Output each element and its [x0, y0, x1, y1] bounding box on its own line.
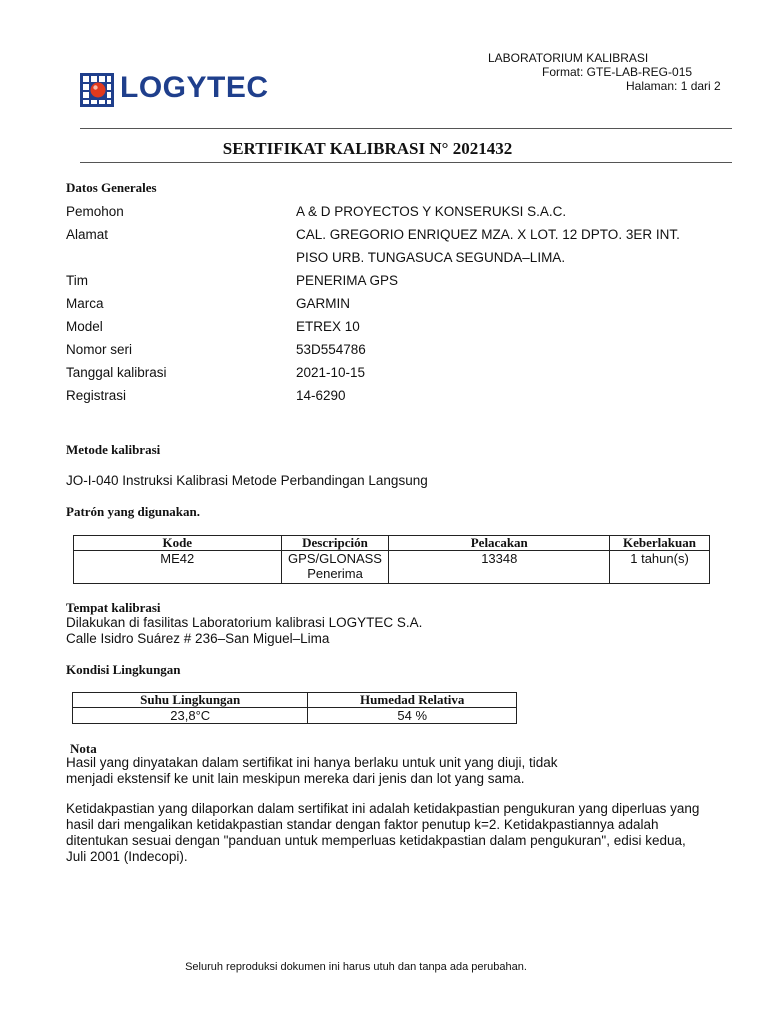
method-text: JO-I-040 Instruksi Kalibrasi Metode Perbandingan Langsung: [66, 473, 428, 488]
value-alamat-line2: PISO URB. TUNGASUCA SEGUNDA–LIMA.: [296, 250, 566, 265]
label-model: Model: [66, 319, 103, 334]
label-pemohon: Pemohon: [66, 204, 124, 219]
table-row: [73, 708, 517, 724]
cell-pelacakan: 13348: [389, 551, 610, 584]
page-number: Halaman: 1 dari 2: [626, 79, 721, 93]
header-humedad: Humedad Relativa: [308, 693, 517, 708]
cell-descripcion: [281, 551, 389, 584]
note-p2-line3: ditentukan sesuai dengan "panduan untuk memperluas ketidakpastian dalam pengukuran", edisi kedua,: [66, 833, 686, 848]
patterns-heading: Patrón yang digunakan.: [66, 504, 201, 519]
general-heading: Datos Generales: [66, 180, 157, 195]
header-descripcion: Descripción: [281, 536, 389, 551]
place-heading: Tempat kalibrasi: [66, 600, 161, 615]
logytec-logo: [80, 71, 269, 107]
cell-keberlakuan: 1 tahun(s): [610, 551, 710, 584]
header-suhu: Suhu Lingkungan: [73, 693, 308, 708]
lab-name: LABORATORIUM KALIBRASI: [488, 51, 649, 65]
cell-kode: ME42: [74, 551, 282, 584]
cell-descripcion-line2: Penerima: [307, 566, 363, 581]
value-pemohon: A & D PROYECTOS Y KONSERUKSI S.A.C.: [296, 204, 567, 219]
cell-suhu: 23,8°C: [73, 708, 308, 724]
value-model: ETREX 10: [296, 319, 360, 334]
logo-text: LOGYTEC: [120, 71, 269, 104]
footer-note: Seluruh reproduksi dokumen ini harus utuh dan tanpa ada perubahan.: [185, 961, 527, 973]
certificate-title: SERTIFIKAT KALIBRASI N° 2021432: [222, 139, 513, 158]
value-tim: PENERIMA GPS: [296, 273, 399, 288]
note-p1-line2: menjadi ekstensif ke unit lain meskipun mereka dari jenis dan lot yang sama.: [66, 771, 525, 786]
note-p2-line2: hasil dari mengalikan ketidakpastian standar dengan faktor penutup k=2. Ketidakpastiannya adalah: [66, 817, 659, 832]
table-row: [74, 551, 710, 584]
value-alamat-line1: CAL. GREGORIO ENRIQUEZ MZA. X LOT. 12 DPTO. 3ER INT.: [296, 227, 680, 242]
environment-heading: Kondisi Lingkungan: [66, 662, 181, 677]
label-registrasi: Registrasi: [66, 388, 127, 403]
cell-descripcion-line1: GPS/GLONASS: [288, 551, 382, 566]
patterns-table: [73, 535, 710, 584]
value-registrasi: 14-6290: [296, 388, 346, 403]
header-pelacakan: Pelacakan: [389, 536, 610, 551]
header-kode: Kode: [74, 536, 282, 551]
label-nomor-seri: Nomor seri: [66, 342, 133, 357]
patterns-header-row: [74, 536, 710, 551]
place-line1: Dilakukan di fasilitas Laboratorium kalibrasi LOGYTEC S.A.: [66, 615, 423, 630]
value-tanggal-kalibrasi: 2021-10-15: [296, 365, 366, 380]
environment-table: [72, 692, 517, 724]
note-p1-line1: Hasil yang dinyatakan dalam sertifikat ini hanya berlaku untuk unit yang diuji, tidak: [66, 755, 558, 770]
format-code: Format: GTE-LAB-REG-015: [542, 65, 693, 79]
value-marca: GARMIN: [296, 296, 350, 311]
place-line2: Calle Isidro Suárez # 236–San Miguel–Lima: [66, 631, 330, 646]
note-p2-line1: Ketidakpastian yang dilaporkan dalam sertifikat ini adalah ketidakpastian pengukuran yang diperluas yang: [66, 801, 700, 816]
label-tanggal-kalibrasi: Tanggal kalibrasi: [66, 365, 167, 380]
header-keberlakuan: Keberlakuan: [610, 536, 710, 551]
note-p2-line4: Juli 2001 (Indecopi).: [66, 849, 188, 864]
title-rule: [80, 162, 732, 163]
label-marca: Marca: [66, 296, 104, 311]
cell-humedad: 54 %: [308, 708, 517, 724]
value-nomor-seri: 53D554786: [296, 342, 366, 357]
note-heading: Nota: [70, 741, 97, 756]
header-rule: [80, 128, 732, 129]
label-alamat: Alamat: [66, 227, 109, 242]
environment-header-row: [73, 693, 517, 708]
label-tim: Tim: [66, 273, 88, 288]
logo-grid-icon: [80, 73, 114, 107]
method-heading: Metode kalibrasi: [66, 442, 161, 457]
